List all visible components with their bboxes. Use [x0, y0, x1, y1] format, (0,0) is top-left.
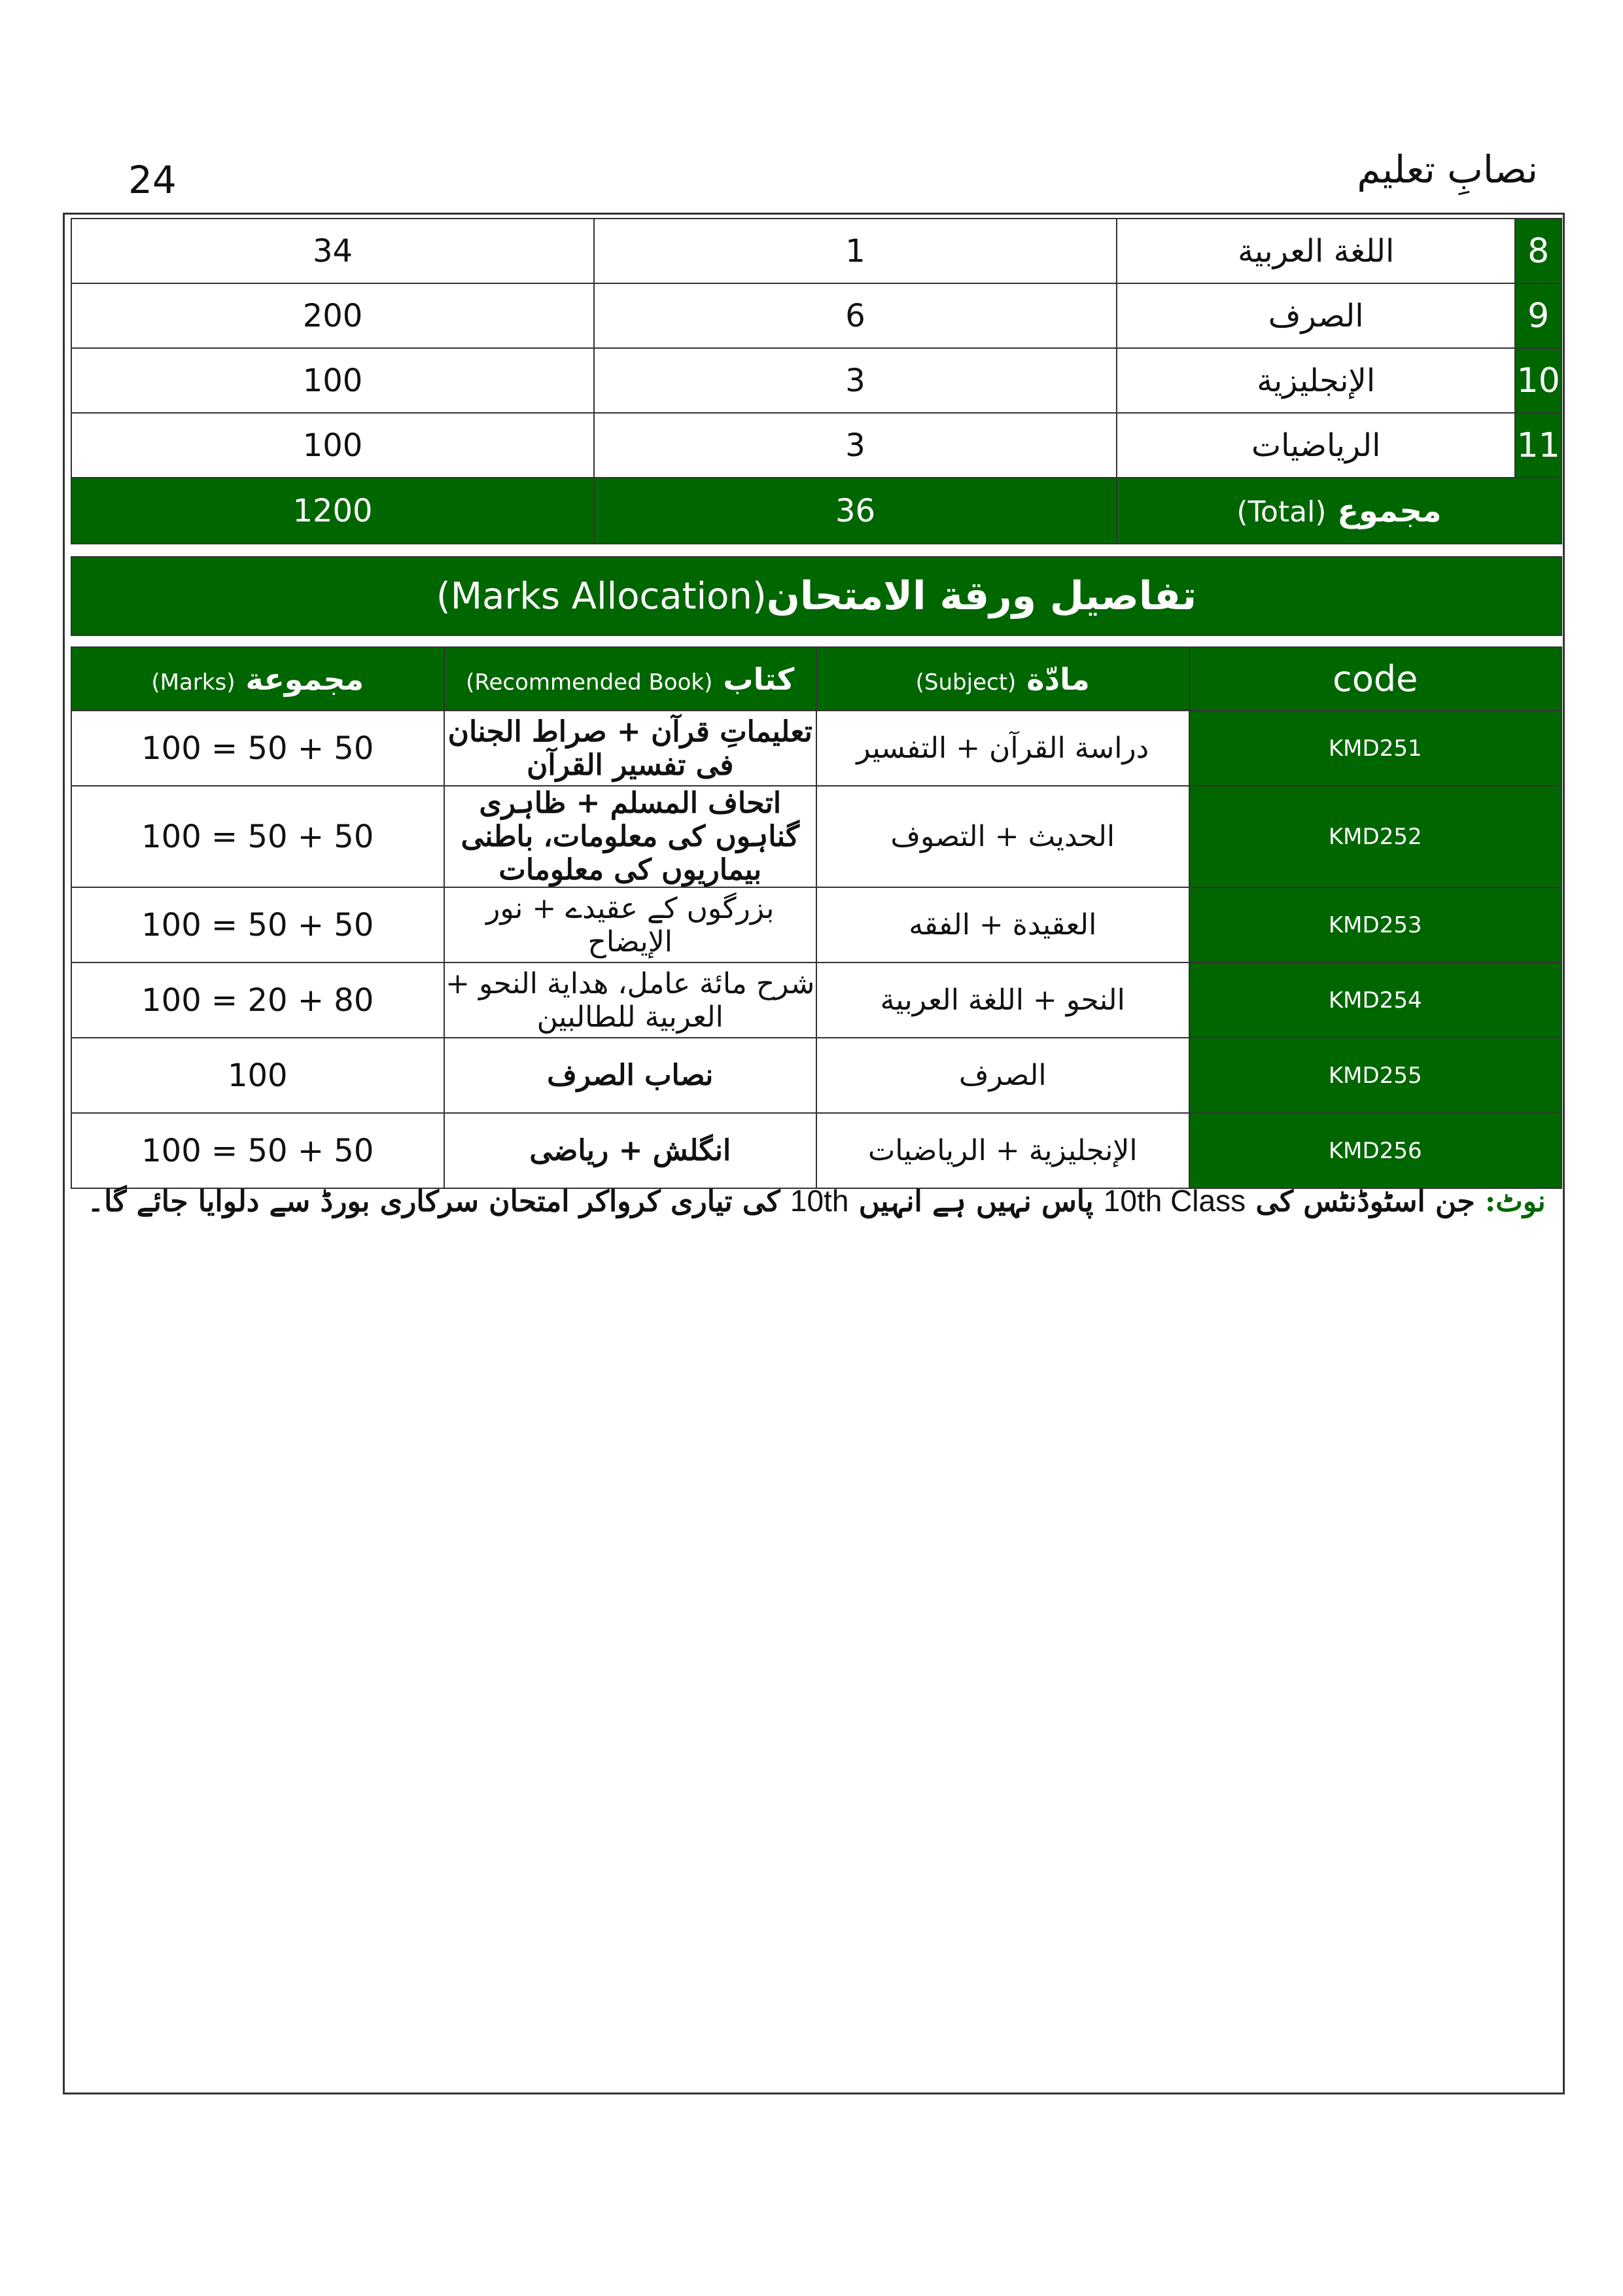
book-cell: نصاب الصرف [444, 1038, 817, 1113]
marks-cell: 100 [71, 348, 594, 413]
row-number: 8 [1515, 219, 1562, 283]
subject-cell: دراسة القرآن + التفسير [816, 711, 1189, 786]
book-header-en: (Recommended Book) [466, 669, 713, 696]
marks-cell: 100 = 50 + 50 [71, 786, 444, 887]
banner-title-ar: تفاصيل ورقة الامتحان [766, 573, 1197, 619]
code-cell: KMD253 [1189, 887, 1562, 963]
book-cell: اتحاف المسلم + ظاہری گناہوں کی معلومات، باطنی بیماریوں کی معلومات [444, 786, 817, 887]
table-row [71, 1038, 1562, 1113]
total-semesters: 36 [594, 478, 1117, 544]
marks-allocation-banner [71, 556, 1562, 636]
subject-header [816, 647, 1189, 711]
code-cell: KMD256 [1189, 1113, 1562, 1188]
total-marks: 1200 [71, 478, 594, 544]
marks-header-ar: مجموعة [245, 661, 364, 697]
marks-allocation-table [71, 646, 1562, 1189]
subject-cell: الإنجليزية + الرياضيات [816, 1113, 1189, 1188]
marks-cell: 200 [71, 283, 594, 348]
table-row [71, 711, 1562, 786]
table-row [71, 348, 1562, 413]
semesters-cell: 6 [594, 283, 1117, 348]
subject-cell: العقيدة + الفقه [816, 887, 1189, 963]
table-row [71, 963, 1562, 1038]
marks-cell: 100 [71, 413, 594, 478]
subject-cell: النحو + اللغة العربية [816, 963, 1189, 1038]
book-header-ar: كتاب [723, 661, 795, 697]
table-row [71, 283, 1562, 348]
subject-cell: الصرف [816, 1038, 1189, 1113]
total-row [71, 478, 1562, 544]
subjects-table [71, 218, 1562, 544]
subject-cell: الصرف [1117, 283, 1515, 348]
note-text-2: پاس نہیں ہے انہیں [858, 1185, 1094, 1218]
code-cell: KMD255 [1189, 1038, 1562, 1113]
footnote [71, 1183, 1562, 1218]
book-cell: بزرگوں کے عقیدے + نور الإيضاح [444, 887, 817, 963]
subject-cell: الرياضيات [1117, 413, 1515, 478]
row-number: 10 [1515, 348, 1562, 413]
semesters-cell: 3 [594, 413, 1117, 478]
table-row [71, 1113, 1562, 1188]
code-header: code [1189, 647, 1562, 711]
book-header [444, 647, 817, 711]
note-label: نوٹ: [1485, 1185, 1546, 1218]
marks-cell: 100 [71, 1038, 444, 1113]
marks-cell: 100 = 50 + 50 [71, 1113, 444, 1188]
note-class-en: 10th Class [1103, 1184, 1246, 1218]
note-text-1: جن اسٹوڈنٹس کی [1255, 1185, 1475, 1218]
total-label [1117, 478, 1562, 544]
book-cell: شرح مائة عامل، هداية النحو + العربية للطالبين [444, 963, 817, 1038]
page-number: 24 [128, 158, 177, 202]
total-label-en: (Total) [1236, 495, 1327, 529]
subject-cell: اللغة العربية [1117, 219, 1515, 283]
code-cell: KMD252 [1189, 786, 1562, 887]
code-cell: KMD254 [1189, 963, 1562, 1038]
note-text-3: کی تیاری کرواکر امتحان سرکاری بورڈ سے دلوایا جائے گا۔ [87, 1185, 780, 1218]
marks-cell: 100 = 50 + 50 [71, 887, 444, 963]
marks-cell: 100 = 20 + 80 [71, 963, 444, 1038]
subject-header-ar: مادّة [1026, 661, 1090, 697]
table-row [71, 786, 1562, 887]
row-number: 11 [1515, 413, 1562, 478]
marks-cell: 34 [71, 219, 594, 283]
total-label-ur: مجموع [1337, 492, 1442, 529]
marks-header-en: (Marks) [151, 669, 236, 696]
table-row [71, 413, 1562, 478]
running-head-title: نصابِ تعلیم [1357, 147, 1538, 192]
table-row [71, 887, 1562, 963]
semesters-cell: 1 [594, 219, 1117, 283]
book-cell: انگلش + ریاضی [444, 1113, 817, 1188]
row-number: 9 [1515, 283, 1562, 348]
semesters-cell: 3 [594, 348, 1117, 413]
subject-cell: الإنجليزية [1117, 348, 1515, 413]
marks-header [71, 647, 444, 711]
table-row [71, 219, 1562, 283]
header-row [71, 647, 1562, 711]
marks-cell: 100 = 50 + 50 [71, 711, 444, 786]
code-cell: KMD251 [1189, 711, 1562, 786]
banner-title-en: (Marks Allocation) [436, 574, 767, 618]
subject-header-en: (Subject) [915, 669, 1017, 696]
subject-cell: الحديث + التصوف [816, 786, 1189, 887]
book-cell: تعلیماتِ قرآن + صراط الجنان فی تفسیر القرآن [444, 711, 817, 786]
note-tenth-en: 10th [790, 1184, 849, 1218]
